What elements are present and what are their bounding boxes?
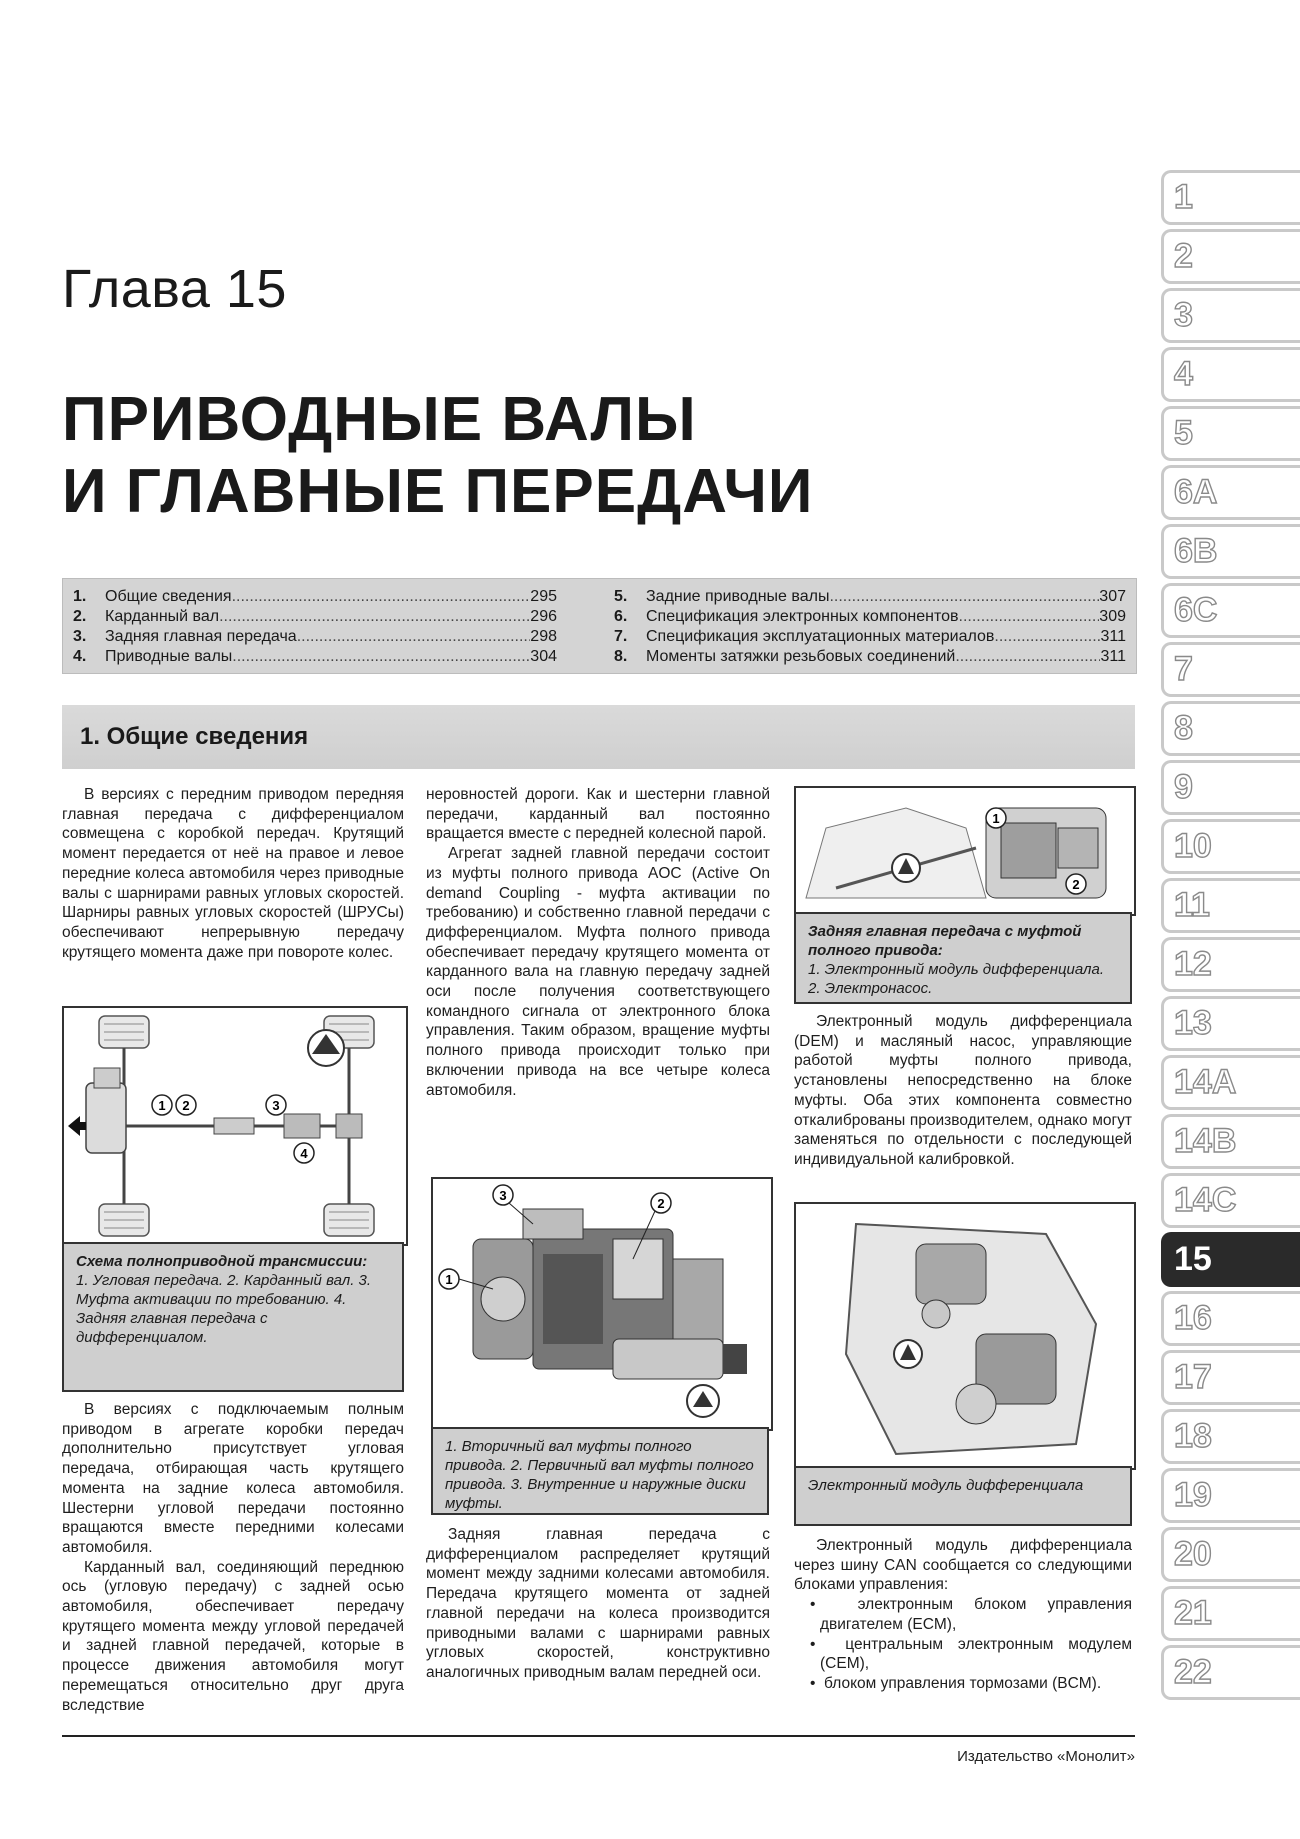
chapter-tab-9[interactable]: 9 [1161, 760, 1300, 815]
chapter-tab-11[interactable]: 11 [1161, 878, 1300, 933]
section-heading [62, 705, 1135, 769]
figure-3-caption [794, 912, 1132, 1004]
caption-text: 1. Угловая передача. 2. Карданный вал. 3. Муфта активации по требованию. 4. Задняя главная передача с дифференциалом. [76, 1272, 372, 1346]
callout-2: 2 [657, 1196, 665, 1211]
paragraph: Электронный модуль дифференциала через шину CAN сообщается со следующими блоками управления: [794, 1537, 1132, 1594]
callout-1: 1 [992, 811, 1000, 826]
chapter-tab-14b[interactable]: 14B [1161, 1114, 1300, 1169]
callout-2: 2 [182, 1098, 190, 1113]
bullet-item: • центральным электронным модулем (CEM), [810, 1635, 1133, 1673]
paragraph: Агрегат задней главной передачи состоит из муфты полного привода AOC (Active On demand Coupling - муфта активации по требованию) и собственно главной передачи с дифференциалом. Муфта полного привода обеспечивает передачу крутящего момента от карданного вала на главную передачу задней оси после получения соответствующего командного сигнала от электронного блока управления. Таким образом, вращение муфты полного привода происходит только при включении привода на все четыре колеса автомобиля. [426, 845, 770, 1099]
callout-2: 2 [1072, 877, 1080, 892]
chapter-tab-15-active[interactable]: 15 [1161, 1232, 1300, 1287]
coupling-cutaway-drawing [433, 1179, 771, 1429]
bullet-item: • блоком управления тормозами (BCM). [810, 1674, 1102, 1692]
publisher-footer: Издательство «Монолит» [957, 1748, 1135, 1765]
caption-text: Электронный модуль дифференциала [808, 1477, 1084, 1494]
dem-module-drawing [796, 1204, 1134, 1468]
chapter-tab-22[interactable]: 22 [1161, 1645, 1300, 1700]
callout-1: 1 [158, 1098, 166, 1113]
chapter-tab-6c[interactable]: 6C [1161, 583, 1300, 638]
figure-dem-module [794, 1202, 1136, 1470]
column-1-top [62, 785, 404, 962]
chapter-tab-6b[interactable]: 6B [1161, 524, 1300, 579]
toc-entry[interactable]: 7. Спецификация эксплуатационных материалов ..... 311 [614, 627, 1126, 647]
chapter-tab-12[interactable]: 12 [1161, 937, 1300, 992]
chapter-tab-17[interactable]: 17 [1161, 1350, 1300, 1405]
section-heading-text: 1. Общие сведения [80, 723, 309, 750]
column-1-bottom [62, 1400, 404, 1715]
chapter-tab-19[interactable]: 19 [1161, 1468, 1300, 1523]
chapter-tab-20[interactable]: 20 [1161, 1527, 1300, 1582]
column-2-bottom [426, 1525, 770, 1683]
toc-entry[interactable]: 5. Задние приводные валы ..... 307 [614, 587, 1126, 607]
column-3-top [794, 1012, 1132, 1170]
column-2-top [426, 785, 770, 1100]
chapter-tab-14c[interactable]: 14C [1161, 1173, 1300, 1228]
chapter-tab-10[interactable]: 10 [1161, 819, 1300, 874]
chapter-tab-13[interactable]: 13 [1161, 996, 1300, 1051]
chapter-tab-7[interactable]: 7 [1161, 642, 1300, 697]
callout-3: 3 [499, 1188, 507, 1203]
chapter-tab-6a[interactable]: 6A [1161, 465, 1300, 520]
caption-text: 1. Вторичный вал муфты полного привода. 2. Первичный вал муфты полного привода. 3. Внутренние и наружные диски муфты. [445, 1438, 754, 1512]
paragraph: Электронный модуль дифференциала (DEM) и масляный насос, управляющие работой муфты полного привода, установлены непосредственно на блоке муфты. Оба этих компонента совместно откалиброваны производителем, однако могут заменяться по отдельности с последующей индивидуальной калибровкой. [794, 1013, 1132, 1168]
chapter-title [62, 384, 813, 528]
paragraph: Карданный вал, соединяющий переднюю ось (угловую передачу) с задней осью автомобиля, обеспечивает передачу крутящего момента между угловой передачей и задней главной передачей, которые в процессе движения автомобиля могут перемещаться относительно друг друга вследствие [62, 1558, 404, 1714]
column-3-bottom [794, 1536, 1132, 1694]
toc-entry[interactable]: 6. Спецификация электронных компонентов ..... 309 [614, 607, 1126, 627]
callout-3: 3 [272, 1098, 280, 1113]
chapter-tab-8[interactable]: 8 [1161, 701, 1300, 756]
chapter-tab-16[interactable]: 16 [1161, 1291, 1300, 1346]
toc-entry[interactable]: 1. Общие сведения ..... 295 [73, 587, 557, 607]
caption-text: 1. Электронный модуль дифференциала. 2. Электронасос. [808, 961, 1105, 997]
chapter-tab-14a[interactable]: 14A [1161, 1055, 1300, 1110]
toc-entry[interactable]: 4. Приводные валы ..... 304 [73, 647, 557, 667]
paragraph: неровностей дороги. Как и шестерни главной передачи, карданный вал постоянно вращается вместе с передней колесной парой. [426, 786, 770, 843]
footer-divider [62, 1735, 1135, 1737]
toc-entry[interactable]: 3. Задняя главная передача ..... 298 [73, 627, 557, 647]
toc-entry[interactable]: 2. Карданный вал ..... 296 [73, 607, 557, 627]
toc-entry[interactable]: 8. Моменты затяжки резьбовых соединений ..... 311 [614, 647, 1126, 667]
caption-title: Схема полноприводной трансмиссии: [76, 1253, 368, 1270]
paragraph: В версиях с передним приводом передняя главная передача с дифференциалом совмещена с коробкой передач. Крутящий момент передается от неё на правое и левое передние колеса автомобиля через приводные валы с шарнирами равных угловых скоростей. Шарниры равных угловых скоростей (ШРУСы) обеспечивают непрерывную передачу крутящего момента даже при повороте колес. [62, 786, 404, 961]
figure-2-caption [431, 1427, 769, 1515]
callout-1: 1 [445, 1272, 453, 1287]
transmission-schematic-drawing [64, 1008, 406, 1244]
figure-4-caption [794, 1466, 1132, 1526]
chapter-tab-5[interactable]: 5 [1161, 406, 1300, 461]
title-line-1: ПРИВОДНЫЕ ВАЛЫ [62, 385, 697, 454]
figure-rear-final-drive [794, 786, 1136, 916]
figure-transmission-schematic [62, 1006, 408, 1246]
callout-4: 4 [300, 1146, 308, 1161]
chapter-tab-21[interactable]: 21 [1161, 1586, 1300, 1641]
chapter-tab-3[interactable]: 3 [1161, 288, 1300, 343]
figure-coupling-cutaway [431, 1177, 773, 1431]
bullet-item: • электронным блоком управления двигателем (ECM), [810, 1596, 1132, 1633]
chapter-tab-1[interactable]: 1 [1161, 170, 1300, 225]
paragraph: В версиях с подключаемым полным приводом в агрегате коробки передач дополнительно присутствует угловая передача, отбирающая часть крутящего момента на задние колеса автомобиля. Шестерни угловой передачи постоянно вращаются вместе передними колесами автомобиля. [62, 1401, 404, 1556]
caption-title: Задняя главная передача с муфтой полного привода: [808, 923, 1082, 959]
rear-final-drive-drawing [796, 788, 1134, 914]
chapter-label: Глава 15 [62, 259, 287, 319]
chapter-tab-18[interactable]: 18 [1161, 1409, 1300, 1464]
paragraph: Задняя главная передача с дифференциалом распределяет крутящий момент между задними колесами автомобиля. Передача крутящего момента от задней главной передачи на колеса производится приводными валами с шарнирами равных угловых скоростей, конструктивно аналогичных приводным валам передней оси. [426, 1526, 770, 1681]
table-of-contents [62, 578, 1137, 674]
chapter-tab-2[interactable]: 2 [1161, 229, 1300, 284]
title-line-2: И ГЛАВНЫЕ ПЕРЕДАЧИ [62, 457, 814, 526]
figure-1-caption [62, 1242, 404, 1392]
chapter-tab-4[interactable]: 4 [1161, 347, 1300, 402]
